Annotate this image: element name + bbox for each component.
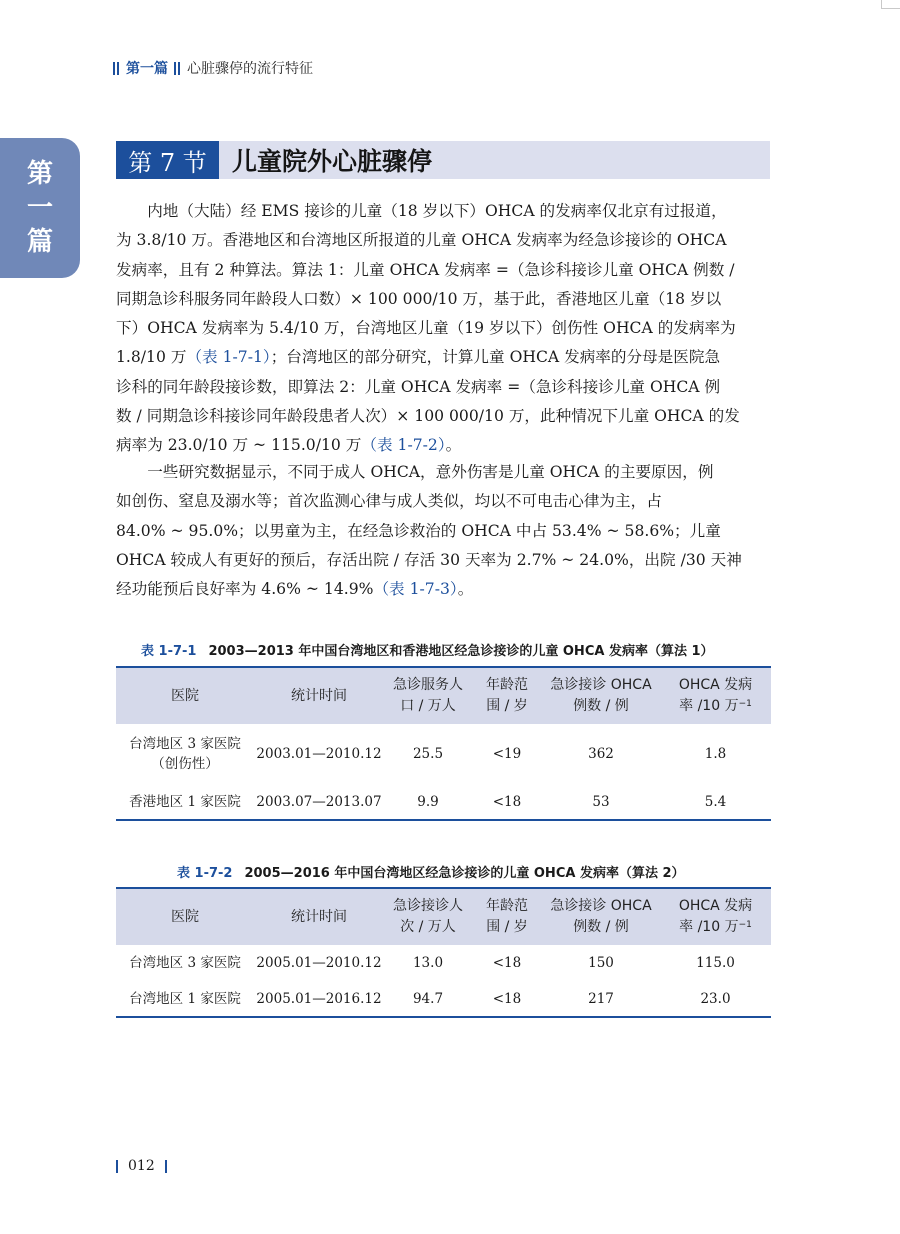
table-cell: 2003.07—2013.07	[256, 793, 382, 810]
side-tab-char: 篇	[26, 227, 53, 257]
part-side-tab	[0, 138, 80, 278]
table-row	[116, 724, 771, 784]
header-chapter: 心脏骤停的流行特征	[187, 61, 313, 77]
table-cell: 1.8	[704, 746, 727, 762]
page-number-divider	[165, 1160, 167, 1173]
table-cell: 53	[592, 793, 610, 810]
column-header: 年龄范 围 / 岁	[472, 888, 542, 945]
column-header: 统计时间	[254, 667, 384, 724]
page-number-divider	[116, 1160, 118, 1173]
text-line: 下）OHCA 发病率为 5.4/10 万，台湾地区儿童（19 岁以下）创伤性 OHCA 的发病率为	[116, 319, 736, 338]
text-segment: 1.8/10 万	[116, 348, 187, 367]
text-line: 同期急诊科服务同年龄段人口数）× 100 000/10 万，基于此，香港地区儿童（18 岁以	[116, 289, 722, 308]
text-segment: 病率为 23.0/10 万 ~ 115.0/10 万	[116, 436, 362, 455]
table-2-title: 2005—2016 年中国台湾地区经急诊接诊的儿童 OHCA 发病率（算法 2）	[244, 866, 685, 881]
text-line: 一些研究数据显示，不同于成人 OHCA，意外伤害是儿童 OHCA 的主要原因，例	[147, 463, 714, 481]
table-2-caption	[177, 862, 685, 881]
table-cell: 94.7	[412, 990, 444, 1007]
text-line: 发病率，且有 2 种算法。算法 1：儿童 OHCA 发病率 =（急诊科接诊儿童 OHCA 例数 /	[116, 260, 735, 279]
header-divider	[174, 62, 176, 75]
table-1-caption	[141, 640, 714, 659]
table-header-row	[116, 888, 771, 945]
table-cell: <18	[492, 990, 522, 1007]
table-cell: 23.0	[700, 990, 731, 1007]
table-cell: 香港地区 1 家医院	[129, 793, 241, 810]
table-cell: 5.4	[704, 793, 727, 810]
table-reference-link[interactable]: （表 1-7-1）	[186, 348, 271, 367]
section-title: 儿童院外心脏骤停	[232, 147, 433, 176]
crop-corner-mark	[881, 0, 900, 9]
table-cell: 150	[588, 955, 614, 971]
table-cell: 2005.01—2010.12	[256, 955, 382, 971]
text-segment: 经功能预后良好率为 4.6% ~ 14.9%	[116, 580, 374, 599]
column-header: 急诊接诊人 次 / 万人	[384, 888, 472, 945]
column-header: OHCA 发病 率 /10 万$^{-1}$	[660, 888, 771, 945]
table-cell: 2003.01—2010.12	[256, 746, 382, 762]
table-header-row	[116, 667, 771, 724]
table-cell: <18	[492, 793, 522, 810]
column-header: 统计时间	[254, 888, 384, 945]
text-line: OHCA 较成人有更好的预后，存活出院 / 存活 30 天率为 2.7% ~ 24.0%，出院 /30 天神	[116, 550, 742, 569]
side-tab-char: 第	[26, 159, 53, 189]
table-1	[116, 666, 771, 821]
column-header: 急诊接诊 OHCA 例数 / 例	[542, 888, 660, 945]
running-header	[113, 58, 313, 78]
text-line: 为 3.8/10 万。香港地区和台湾地区所报道的儿童 OHCA 发病率为经急诊接诊的 OHCA	[116, 231, 727, 250]
table-cell: 台湾地区 1 家医院	[129, 990, 241, 1007]
section-number: 第 7 节	[116, 141, 219, 179]
text-line: 数 / 同期急诊科接诊同年龄段患者人次）× 100 000/10 万，此种情况下儿童 OHCA 的发	[116, 407, 740, 426]
table-cell: 台湾地区 3 家医院 （创伤性）	[129, 736, 241, 772]
text-line: 内地（大陆）经 EMS 接诊的儿童（18 岁以下）OHCA 的发病率仅北京有过报道，	[147, 202, 727, 220]
column-header: 年龄范 围 / 岁	[472, 667, 542, 724]
column-header: 医院	[116, 667, 254, 724]
table-row	[116, 981, 771, 1017]
table-cell: 13.0	[412, 955, 444, 971]
table-cell: 2005.01—2016.12	[256, 990, 382, 1007]
table-row	[116, 784, 771, 820]
table-cell: <18	[492, 955, 522, 971]
table-reference-link[interactable]: （表 1-7-2）	[361, 436, 446, 455]
page-number	[116, 1158, 167, 1174]
text-line: 诊科的同年龄段接诊数，即算法 2：儿童 OHCA 发病率 =（急诊科接诊儿童 OHCA 例	[116, 377, 721, 396]
header-part: 第一篇	[126, 61, 168, 77]
side-tab-char: 一	[26, 193, 53, 223]
table-2	[116, 887, 771, 1018]
column-header: 急诊接诊 OHCA 例数 / 例	[542, 667, 660, 724]
paragraph-2	[116, 458, 771, 604]
header-divider	[113, 62, 115, 75]
table-cell: 台湾地区 3 家医院	[129, 955, 241, 971]
text-segment: ；台湾地区的部分研究，计算儿童 OHCA 发病率的分母是医院急	[270, 348, 721, 367]
table-cell: 217	[588, 990, 614, 1007]
table-cell: 362	[588, 746, 614, 762]
text-line: 如创伤、窒息及溺水等；首次监测心律与成人类似，均以不可电击心律为主，占	[116, 492, 662, 511]
header-divider	[117, 62, 119, 75]
text-segment: 。	[457, 580, 474, 599]
header-divider	[178, 62, 180, 75]
column-header: 急诊服务人 口 / 万人	[384, 667, 472, 724]
text-line	[116, 343, 771, 372]
paragraph-1	[116, 197, 771, 461]
table-2-number: 表 1-7-2	[177, 866, 233, 881]
table-1-title: 2003—2013 年中国台湾地区和香港地区经急诊接诊的儿童 OHCA 发病率（算法 1）	[208, 644, 714, 659]
table-1-number: 表 1-7-1	[141, 644, 197, 659]
column-header: 医院	[116, 888, 254, 945]
table-reference-link[interactable]: （表 1-7-3）	[373, 580, 458, 599]
text-segment: 。	[445, 436, 462, 455]
table-cell: <19	[492, 746, 522, 762]
text-line	[116, 431, 771, 460]
text-line	[116, 575, 771, 604]
text-line: 84.0% ~ 95.0%；以男童为主，在经急诊救治的 OHCA 中占 53.4% ~ 58.6%；儿童	[116, 521, 721, 540]
table-cell: 25.5	[412, 746, 444, 762]
page-number-text: 012	[128, 1158, 155, 1174]
column-header: OHCA 发病 率 /10 万$^{-1}$	[660, 667, 771, 724]
table-row	[116, 945, 771, 981]
table-cell: 9.9	[417, 793, 439, 810]
table-cell: 115.0	[696, 955, 735, 971]
